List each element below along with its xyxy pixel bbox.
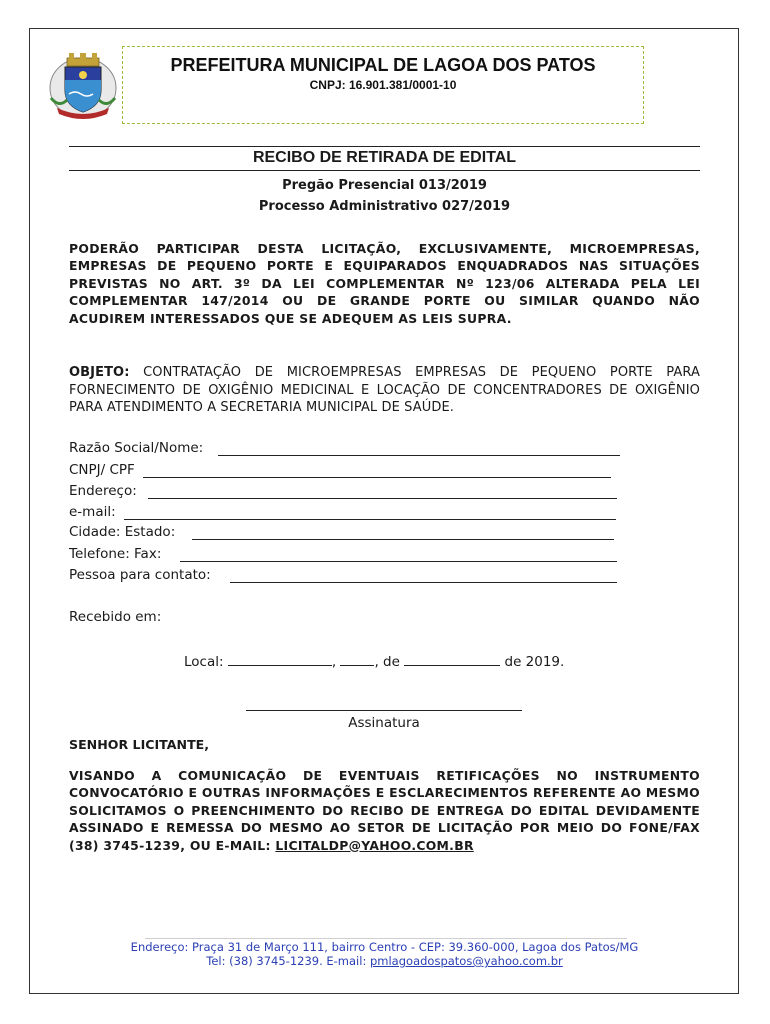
field-telefone-label: Telefone: Fax:: [69, 546, 162, 562]
objeto-paragraph: [69, 364, 700, 417]
day-blank[interactable]: [340, 651, 374, 666]
objeto-label: OBJETO:: [69, 365, 130, 380]
objeto-text: CONTRATAÇÃO DE MICROEMPRESAS EMPRESAS DE PEQUENO PORTE PARA FORNECIMENTO DE OXIGÊNIO MEDICINAL E LOCAÇÃO DE CONCENTRADORES DE OXIGÊNIO PARA ATENDIMENTO A SECRETARIA MUNICIPAL DE SAÚDE.: [69, 365, 700, 415]
footer-email-link[interactable]: pmlagoadospatos@yahoo.com.br: [369, 954, 563, 968]
coat-of-arms-logo: [45, 50, 121, 122]
field-endereco-line[interactable]: [148, 498, 617, 499]
field-contato-line[interactable]: [230, 582, 617, 583]
header-box: [122, 46, 644, 124]
field-cidade-line[interactable]: [192, 539, 614, 540]
field-razao-social-line[interactable]: [218, 455, 620, 456]
de-text-2: de 2019.: [504, 654, 565, 670]
licitacao-email-link[interactable]: LICITALDP@YAHOO.COM.BR: [275, 837, 474, 853]
title-rule-bottom: [69, 170, 700, 171]
eligibility-paragraph: PODERÃO PARTICIPAR DESTA LICITAÇÃO, EXCLUSIVAMENTE, MICROEMPRESAS, EMPRESAS DE PEQUENO PORTE E EQUIPARADOS ENQUADRADOS NAS SITUAÇÕES PREVISTAS NO ART. 3º DA LEI COMPLEMENTAR Nº 123/06 ALTERADA PELA LEI COMPLEMENTAR 147/2014 OU DE GRANDE PORTE OU SIMILAR QUANDO NÃO ACUDIREM INTERESSADOS QUE SE ADEQUEM AS LEIS SUPRA.: [69, 241, 700, 326]
notice-paragraph: [69, 767, 700, 854]
field-email-label: e-mail:: [69, 504, 116, 520]
signature-line[interactable]: [246, 710, 522, 711]
local-date-row: [184, 651, 564, 670]
processo-line: Processo Administrativo 027/2019: [258, 199, 511, 214]
salutation: SENHOR LICITANTE,: [69, 737, 210, 752]
field-endereco-label: Endereço:: [69, 483, 137, 499]
de-text-1: , de: [374, 654, 400, 670]
org-name: PREFEITURA MUNICIPAL DE LAGOA DOS PATOS: [170, 55, 596, 75]
field-email-line[interactable]: [124, 519, 616, 520]
signature-label: Assinatura: [348, 715, 420, 731]
pregao-line: Pregão Presencial 013/2019: [282, 178, 487, 193]
field-cnpj-label: CNPJ/ CPF: [69, 462, 135, 478]
field-cnpj-line[interactable]: [143, 477, 611, 478]
received-label: Recebido em:: [69, 609, 162, 625]
field-razao-social-label: Razão Social/Nome:: [69, 440, 204, 456]
field-contato-label: Pessoa para contato:: [69, 567, 211, 583]
notice-body: VISANDO A COMUNICAÇÃO DE EVENTUAIS RETIFICAÇÕES NO INSTRUMENTO CONVOCATÓRIO E OUTRAS INFORMAÇÕES E ESCLARECIMENTOS REFERENTE AO MESMO SOLICITAMOS O PREENCHIMENTO DO RECIBO DE ENTREGA DO EDITAL DEVIDAMENTE ASSINADO E REMESSA DO MESMO AO SETOR DE LICITAÇÃO POR MEIO DO FONE/FAX (38) 3745-1239, OU E-MAIL:: [69, 768, 700, 853]
footer-contact: [69, 954, 700, 968]
month-blank[interactable]: [404, 651, 500, 666]
field-cidade-label: Cidade: Estado:: [69, 524, 176, 540]
footer-address: Endereço: Praça 31 de Março 111, bairro Centro - CEP: 39.360-000, Lagoa dos Patos/MG: [130, 940, 639, 954]
title-rule-top: [69, 146, 700, 147]
footer-rule: [145, 938, 627, 939]
local-label: Local:: [184, 654, 224, 670]
org-cnpj: CNPJ: 16.901.381/0001-10: [309, 78, 457, 92]
local-comma: ,: [331, 654, 337, 670]
document-title: RECIBO DE RETIRADA DE EDITAL: [252, 149, 517, 166]
footer-tel: Tel: (38) 3745-1239. E-mail:: [206, 954, 367, 968]
local-blank[interactable]: [228, 651, 332, 666]
field-telefone-line[interactable]: [180, 561, 617, 562]
